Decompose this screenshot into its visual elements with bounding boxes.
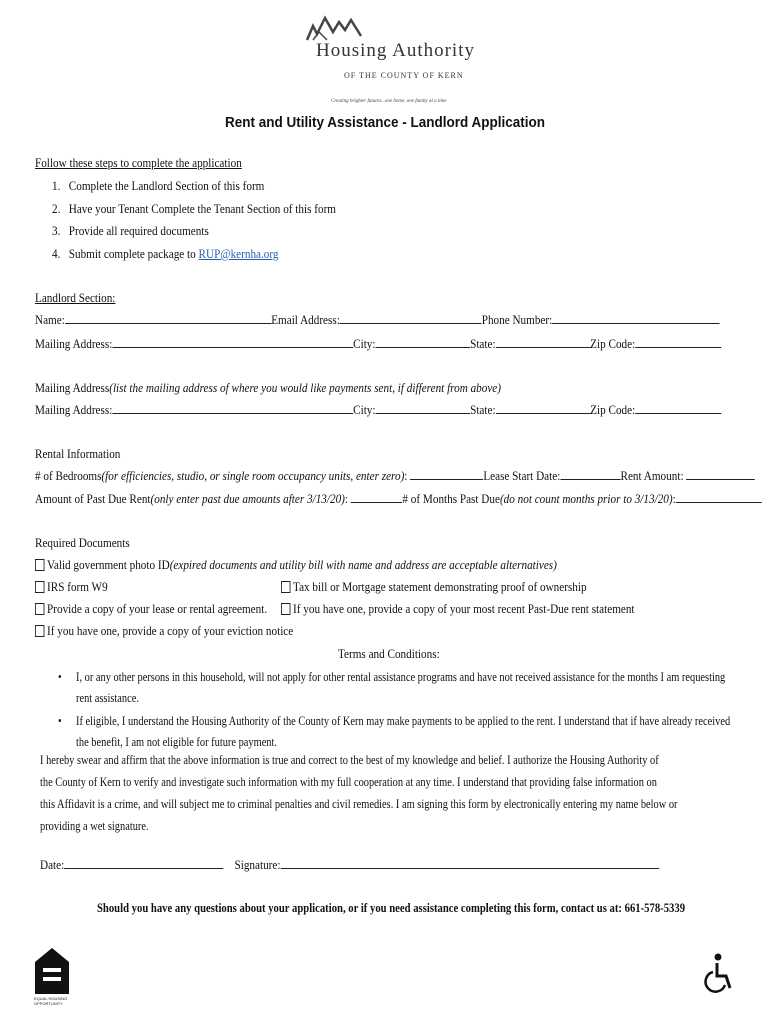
phone-field[interactable] — [552, 312, 720, 324]
org-sub: OF THE COUNTY OF KERN — [344, 71, 464, 80]
page-title: Rent and Utility Assistance - Landlord Application — [224, 114, 546, 131]
date-field[interactable] — [64, 857, 223, 869]
terms-bullet-line: rent assistance. — [76, 690, 139, 705]
payment-mailing-field[interactable] — [112, 402, 353, 414]
eviction-item: If you have one, provide a copy of your eviction notice — [35, 623, 293, 639]
affidavit-line: providing a wet signature. — [40, 818, 149, 833]
irs-checkbox[interactable] — [35, 581, 44, 593]
step-item: 3. Provide all required documents — [52, 223, 209, 238]
equal-housing-text: EQUAL HOUSING OPPORTUNITY — [34, 996, 68, 1006]
lease-item: Provide a copy of your lease or rental agreement. — [35, 601, 267, 617]
lease-date-field[interactable] — [560, 468, 620, 480]
payment-mailing-row: Mailing Address: City: State: Zip Code: — [35, 402, 721, 418]
zip-field[interactable] — [635, 336, 721, 348]
pastdue-row: Amount of Past Due Rent(only enter past due amounts after 3/13/20): # of Months Past Due(do not count months prior to 3/13/20): — [35, 491, 762, 507]
months-pastdue-field[interactable] — [676, 491, 762, 503]
terms-heading: Terms and Conditions: — [338, 646, 440, 661]
tax-item: Tax bill or Mortgage statement demonstrating proof of ownership — [281, 579, 587, 595]
lease-checkbox[interactable] — [35, 603, 44, 615]
step-item: 1. Complete the Landlord Section of this form — [52, 178, 265, 193]
pastdue-statement-item: If you have one, provide a copy of your most recent Past-Due rent statement — [281, 601, 635, 617]
landlord-heading: Landlord Section: — [35, 290, 116, 305]
signature-field[interactable] — [280, 857, 658, 869]
bedrooms-row: # of Bedrooms(for efficiencies, studio, or single room occupancy units, enter zero): Lease Start Date: Rent Amount: — [35, 468, 755, 484]
city-field[interactable] — [376, 336, 471, 348]
mailing-field[interactable] — [112, 336, 353, 348]
contact-note: Should you have any questions about your application, or if you need assistance completing this form, contact us at: 661-578-5339 — [97, 900, 686, 915]
terms-bullet-line: If eligible, I understand the Housing Authority of the County of Kern may make payments to be applied to the rent. I understand that if have already received — [76, 713, 731, 728]
terms-bullet-line: I, or any other persons in this household, will not apply for other rental assistance programs and have not received assistance for the months I am requesting — [76, 669, 726, 684]
photo-id-checkbox[interactable] — [35, 559, 44, 571]
bullet-icon: • — [58, 713, 62, 728]
email-link[interactable]: RUP@kernha.org — [198, 246, 279, 261]
payment-state-field[interactable] — [496, 402, 591, 414]
mailing-note: Mailing Address(list the mailing address of where you would like payments sent, if different from above) — [35, 380, 501, 395]
terms-bullet-line: the benefit, I am not eligible for future payment. — [76, 734, 277, 749]
step-item: 2. Have your Tenant Complete the Tenant Section of this form — [52, 201, 336, 216]
state-field[interactable] — [496, 336, 591, 348]
bullet-icon: • — [58, 669, 62, 684]
affidavit-line: I hereby swear and affirm that the above information is true and correct to the best of my knowledge and belief. I authorize the Housing Authority of — [40, 752, 659, 767]
wheelchair-accessible-icon — [704, 952, 732, 994]
mailing-row: Mailing Address: City: State: Zip Code: — [35, 336, 721, 352]
affidavit-line: this Affidavit is a crime, and will subject me to criminal penalties and civil remedies. I am signing this form by electronically entering my name below or — [40, 796, 678, 811]
eviction-checkbox[interactable] — [35, 625, 44, 637]
step-item: 4. Submit complete package to RUP@kernha.org — [52, 246, 279, 261]
tax-checkbox[interactable] — [281, 581, 290, 593]
name-field[interactable] — [65, 312, 271, 324]
affidavit-line: the County of Kern to verify and investigate such information with my full cooperation at any time. I understand that providing false information on — [40, 774, 657, 789]
org-name: Housing Authority — [316, 40, 475, 61]
mountain-logo-icon — [305, 14, 363, 42]
pastdue-amount-field[interactable] — [351, 491, 403, 503]
photo-id-item: Valid government photo ID(expired documents and utility bill with name and address are acceptable alternatives) — [35, 557, 557, 573]
rental-heading: Rental Information — [35, 446, 121, 461]
email-field[interactable] — [340, 312, 482, 324]
steps-heading: Follow these steps to complete the application — [35, 155, 242, 170]
pastdue-statement-checkbox[interactable] — [281, 603, 290, 615]
rent-amount-field[interactable] — [686, 468, 755, 480]
name-row: Name: Email Address: Phone Number: — [35, 312, 720, 328]
bedrooms-field[interactable] — [410, 468, 483, 480]
irs-item: IRS form W9 — [35, 579, 108, 595]
tagline: Creating brighter futures...one home, one family at a time — [331, 99, 447, 104]
payment-city-field[interactable] — [376, 402, 471, 414]
signature-row: Date: Signature: — [40, 857, 659, 873]
payment-zip-field[interactable] — [635, 402, 721, 414]
documents-heading: Required Documents — [35, 535, 130, 550]
